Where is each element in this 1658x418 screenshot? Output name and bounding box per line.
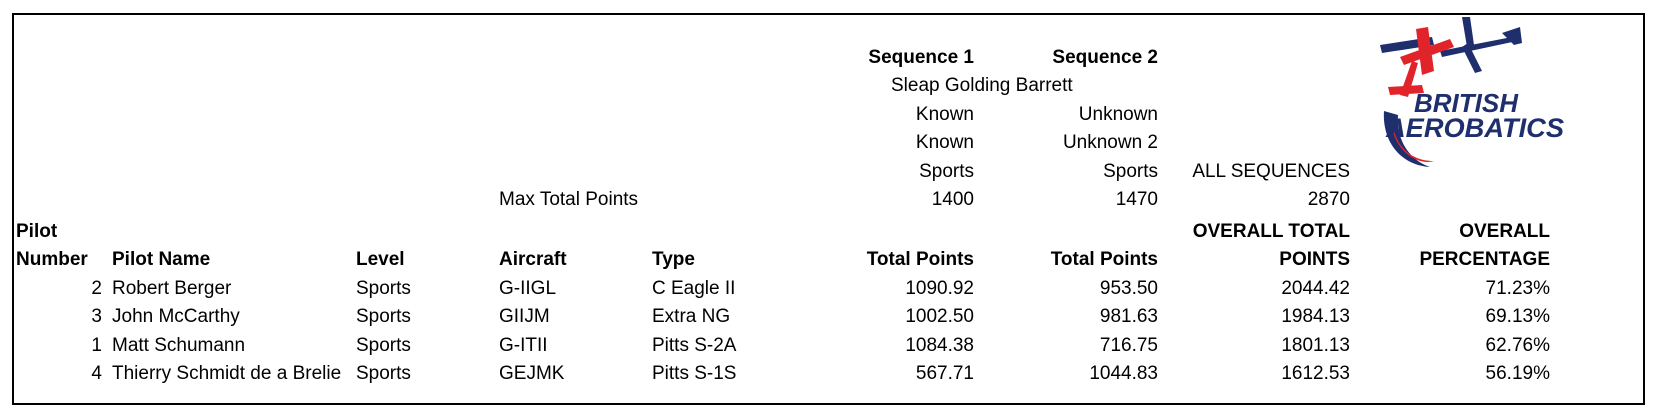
pilot-number: 4 <box>91 363 102 384</box>
col-overall-total-line1: OVERALL TOTAL <box>1192 221 1350 242</box>
seq2-max: 1470 <box>1115 189 1158 210</box>
col-type: Type <box>652 249 695 270</box>
seq2-points: 981.63 <box>1099 306 1158 327</box>
col-level: Level <box>356 249 405 270</box>
overall-total: 1801.13 <box>1281 335 1350 356</box>
seq2-class: Sports <box>1103 161 1158 182</box>
aircraft-reg: GEJMK <box>499 363 565 384</box>
seq1-program: Known <box>915 104 974 125</box>
col-overall-total-line2: POINTS <box>1279 249 1350 270</box>
pilot-level: Sports <box>356 335 411 356</box>
navy-plane-wing <box>1462 17 1474 47</box>
max-total-label: Max Total Points <box>499 189 639 210</box>
seq1-points: 567.71 <box>915 363 974 384</box>
seq2-points: 953.50 <box>1099 278 1158 299</box>
col-pilot-name: Pilot Name <box>112 249 211 270</box>
seq1-title: Sequence 1 <box>868 47 974 68</box>
col-overall-pct-line1: OVERALL <box>1459 221 1550 242</box>
overall-percentage: 71.23% <box>1485 278 1550 299</box>
pilot-name: Robert Berger <box>112 278 232 299</box>
all-sequences-label: ALL SEQUENCES <box>1192 161 1350 182</box>
col-pilot-number-line1: Pilot <box>16 221 58 242</box>
all-max: 2870 <box>1307 189 1350 210</box>
col-pilot-number-line2: Number <box>16 249 88 270</box>
seq2-points: 1044.83 <box>1089 363 1158 384</box>
pilot-name: Thierry Schmidt de a Brelie <box>112 363 342 384</box>
aircraft-type: Extra NG <box>652 306 731 327</box>
aircraft-type: C Eagle II <box>652 278 736 299</box>
seq1-points: 1002.50 <box>905 306 974 327</box>
seq1-sequence: Known <box>915 132 974 153</box>
pilot-number: 3 <box>91 306 102 327</box>
seq2-points: 716.75 <box>1099 335 1158 356</box>
aircraft-reg: G-ITII <box>499 335 548 356</box>
seq2-title: Sequence 2 <box>1052 47 1158 68</box>
pilot-level: Sports <box>356 306 411 327</box>
seq1-max: 1400 <box>931 189 974 210</box>
overall-percentage: 62.76% <box>1485 335 1550 356</box>
seq2-program: Unknown <box>1078 104 1158 125</box>
col-seq1-total: Total Points <box>866 249 974 270</box>
aircraft-reg: G-IIGL <box>499 278 557 299</box>
pilot-level: Sports <box>356 278 411 299</box>
seq1-points: 1090.92 <box>905 278 974 299</box>
logo-line2: AEROBATICS <box>1384 113 1564 143</box>
overall-total: 1984.13 <box>1281 306 1350 327</box>
overall-percentage: 69.13% <box>1485 306 1550 327</box>
british-aerobatics-logo <box>1372 15 1567 175</box>
col-aircraft: Aircraft <box>499 249 567 270</box>
pilot-level: Sports <box>356 363 411 384</box>
aircraft-reg: GIIJM <box>499 306 550 327</box>
overall-total: 1612.53 <box>1281 363 1350 384</box>
col-seq2-total: Total Points <box>1050 249 1158 270</box>
seq1-points: 1084.38 <box>905 335 974 356</box>
overall-percentage: 56.19% <box>1485 363 1550 384</box>
overall-total: 2044.42 <box>1281 278 1350 299</box>
aircraft-type: Pitts S-1S <box>652 363 737 384</box>
pilot-name: Matt Schumann <box>112 335 246 356</box>
pilot-number: 1 <box>91 335 102 356</box>
seq1-class: Sports <box>919 161 974 182</box>
pilot-name: John McCarthy <box>112 306 240 327</box>
logo-line1: BRITISH <box>1414 88 1518 118</box>
pilot-number: 2 <box>91 278 102 299</box>
aircraft-type: Pitts S-2A <box>652 335 737 356</box>
seq2-sequence: Unknown 2 <box>1062 132 1158 153</box>
judges-line: Sleap Golding Barrett <box>891 75 1073 96</box>
col-overall-pct-line2: PERCENTAGE <box>1419 249 1550 270</box>
